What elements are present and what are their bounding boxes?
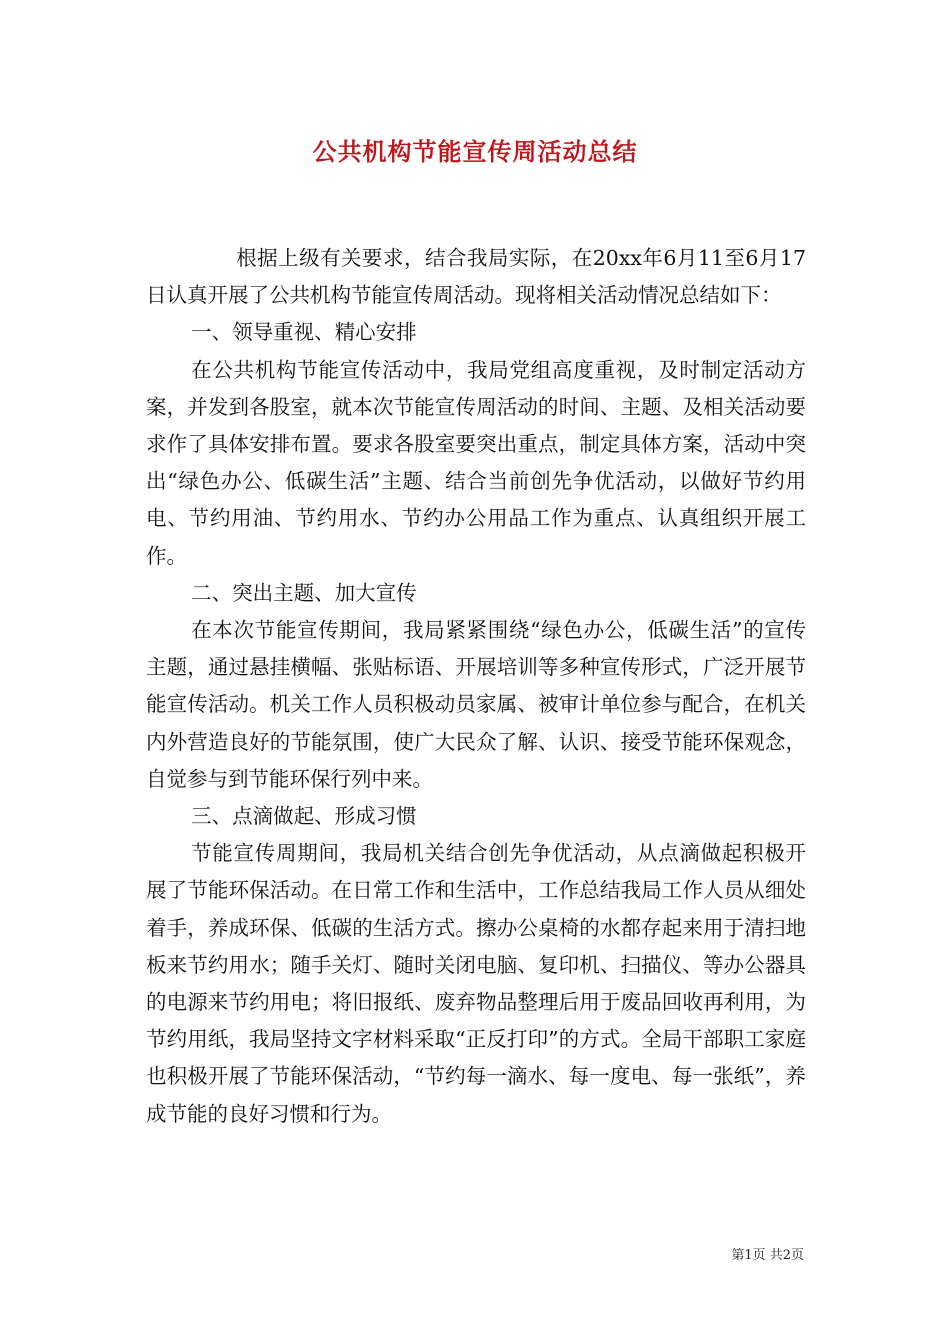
intro-paragraph: 根据上级有关要求，结合我局实际，在20xx年6月11至6月17日认真开展了公共机构节能宣传周活动。现将相关活动情况总结如下：	[146, 246, 806, 308]
section-1-paragraph: 在公共机构节能宣传活动中，我局党组高度重视，及时制定活动方案，并发到各股室，就本次节能宣传周活动的时间、主题、及相关活动要求作了具体安排布置。要求各股室要突出重点，制定具体方案，活动中突出“绿色办公、低碳生活”主题、结合当前创先争优活动，以做好节约用电、节约用油、节约用水、节约办公用品工作为重点、认真组织开展工作。	[146, 357, 806, 568]
document-title: 公共机构节能宣传周活动总结	[312, 137, 638, 166]
section-3-heading: 三、点滴做起、形成习惯	[191, 804, 417, 829]
section-2-heading: 二、突出主题、加大宣传	[191, 580, 417, 605]
section-2-paragraph: 在本次节能宣传期间，我局紧紧围绕“绿色办公，低碳生活”的宣传主题，通过悬挂横幅、张贴标语、开展培训等多种宣传形式，广泛开展节能宣传活动。机关工作人员积极动员家属、被审计单位参与配合，在机关内外营造良好的节能氛围，使广大民众了解、认识、接受节能环保观念，自觉参与到节能环保行列中来。	[146, 618, 806, 791]
page-number-footer: 第1页 共2页	[731, 1248, 804, 1263]
section-3-paragraph: 节能宣传周期间，我局机关结合创先争优活动，从点滴做起积极开展了节能环保活动。在日常工作和生活中，工作总结我局工作人员从细处着手，养成环保、低碳的生活方式。擦办公桌椅的水都存起来用于清扫地板来节约用水；随手关灯、随时关闭电脑、复印机、扫描仪、等办公器具的电源来节约用电；将旧报纸、废弃物品整理后用于废品回收再利用，为节约用纸，我局坚持文字材料采取“正反打印”的方式。全局干部职工家庭也积极开展了节能环保活动，“节约每一滴水、每一度电、每一张纸”，养成节能的良好习惯和行为。	[146, 841, 806, 1126]
document-body	[146, 240, 806, 1133]
section-1-heading: 一、领导重视、精心安排	[191, 320, 417, 345]
